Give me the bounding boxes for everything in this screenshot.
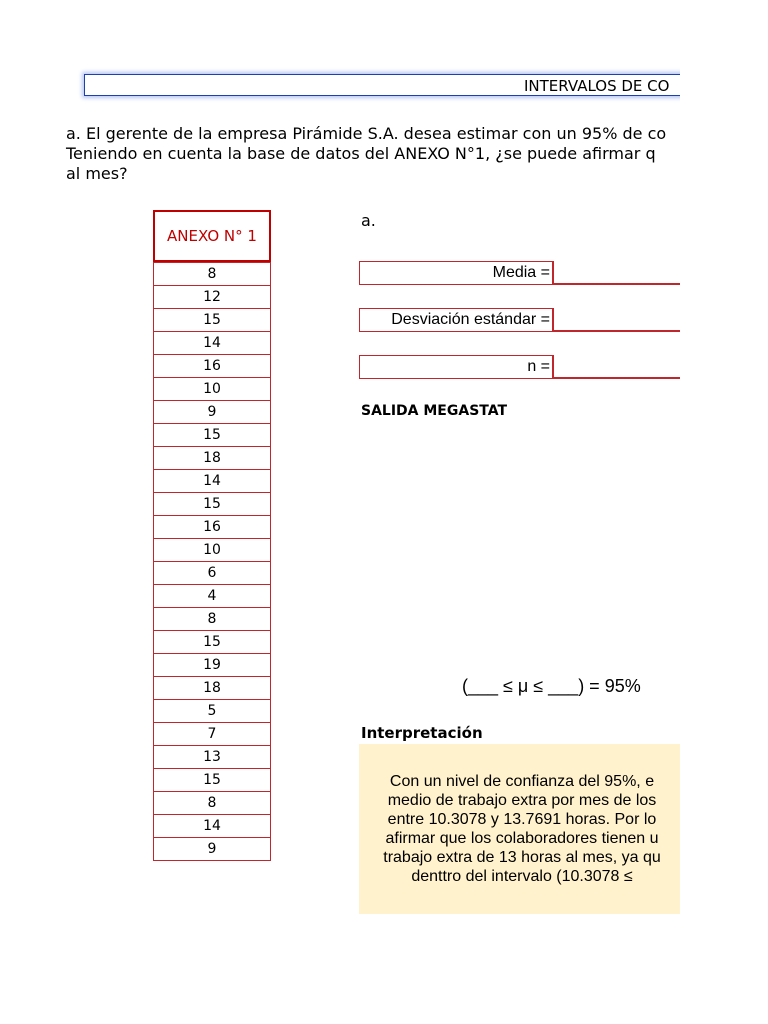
annex-value-cell[interactable]: 7 [154,723,271,746]
annex-value-cell[interactable]: 14 [154,470,271,493]
media-value-cell[interactable] [553,261,680,285]
annex-value-cell[interactable]: 16 [154,516,271,539]
annex-header-label: ANEXO N° 1 [167,227,257,245]
annex-value-cell[interactable]: 18 [154,677,271,700]
desviacion-label[interactable]: Desviación estándar = [359,308,553,332]
annex-value-cell[interactable]: 19 [154,654,271,677]
annex-value-cell[interactable]: 8 [154,792,271,815]
question-line: a. El gerente de la empresa Pirámide S.A. desea estimar con un 95% de co [66,124,667,143]
interpretacion-line: medio de trabajo extra por mes de los [387,792,657,809]
table-row [154,309,271,332]
table-row [154,332,271,355]
annex-value-cell[interactable]: 15 [154,631,271,654]
table-row [154,746,271,769]
interpretacion-line: trabajo extra de 13 horas al mes, ya qu [383,849,661,866]
annex-value-cell[interactable]: 15 [154,493,271,516]
annex-value-cell[interactable]: 10 [154,539,271,562]
table-row [154,286,271,309]
annex-value-cell[interactable]: 18 [154,447,271,470]
table-row [154,355,271,378]
interpretacion-line: entre 10.3078 y 13.7691 horas. Por lo [387,811,657,828]
interpretacion-line: denttro del intervalo (10.3078 ≤ [411,868,633,885]
table-row [154,815,271,838]
question-text [66,124,680,184]
table-row [154,401,271,424]
annex-value-cell[interactable]: 6 [154,562,271,585]
confidence-interval-text[interactable]: (___ ≤ μ ≤ ___) = 95% [462,676,641,696]
interpretacion-line: afirmar que los colaboradores tienen u [385,830,659,847]
media-label[interactable]: Media = [359,261,553,285]
question-line: al mes? [66,164,128,183]
annex-value-cell[interactable]: 5 [154,700,271,723]
table-row [154,769,271,792]
table-row [154,585,271,608]
table-row [154,792,271,815]
interpretacion-line: Con un nivel de confianza del 95%, e [389,773,655,790]
n-label[interactable]: n = [359,355,553,379]
table-row [154,562,271,585]
table-row [154,493,271,516]
table-row [154,723,271,746]
annex-header[interactable] [153,210,271,262]
annex-value-cell[interactable]: 4 [154,585,271,608]
table-row [154,424,271,447]
table-row [154,447,271,470]
n-value-cell[interactable] [553,355,680,379]
table-row [154,470,271,493]
table-row [154,263,271,286]
annex-value-cell[interactable]: 13 [154,746,271,769]
annex-value-cell[interactable]: 8 [154,263,271,286]
sheet-title: INTERVALOS DE CO [524,77,670,95]
table-row [154,654,271,677]
annex-value-cell[interactable]: 15 [154,769,271,792]
question-line: Teniendo en cuenta la base de datos del ANEXO N°1, ¿se puede afirmar q [66,144,656,163]
title-box [84,74,680,96]
desviacion-value-cell[interactable] [553,308,680,332]
annex-value-cell[interactable]: 15 [154,309,271,332]
desviacion-row [359,308,680,332]
annex-value-cell[interactable]: 15 [154,424,271,447]
media-row [359,261,680,285]
table-row [154,631,271,654]
section-label: a. [361,211,376,230]
annex-value-cell[interactable]: 16 [154,355,271,378]
interpretacion-text [359,772,680,886]
table-row [154,378,271,401]
table-row [154,700,271,723]
annex-value-cell[interactable]: 10 [154,378,271,401]
annex-value-cell[interactable]: 9 [154,838,271,861]
annex-value-cell[interactable]: 8 [154,608,271,631]
annex-table [153,262,271,861]
interpretacion-box[interactable] [359,744,680,914]
annex-value-cell[interactable]: 12 [154,286,271,309]
table-row [154,608,271,631]
table-row [154,838,271,861]
annex-value-cell[interactable]: 9 [154,401,271,424]
n-row [359,355,680,379]
salida-megastat-label: SALIDA MEGASTAT [361,403,508,419]
table-row [154,539,271,562]
annex-value-cell[interactable]: 14 [154,815,271,838]
interpretacion-label: Interpretación [361,724,483,742]
table-row [154,677,271,700]
annex-value-cell[interactable]: 14 [154,332,271,355]
table-row [154,516,271,539]
